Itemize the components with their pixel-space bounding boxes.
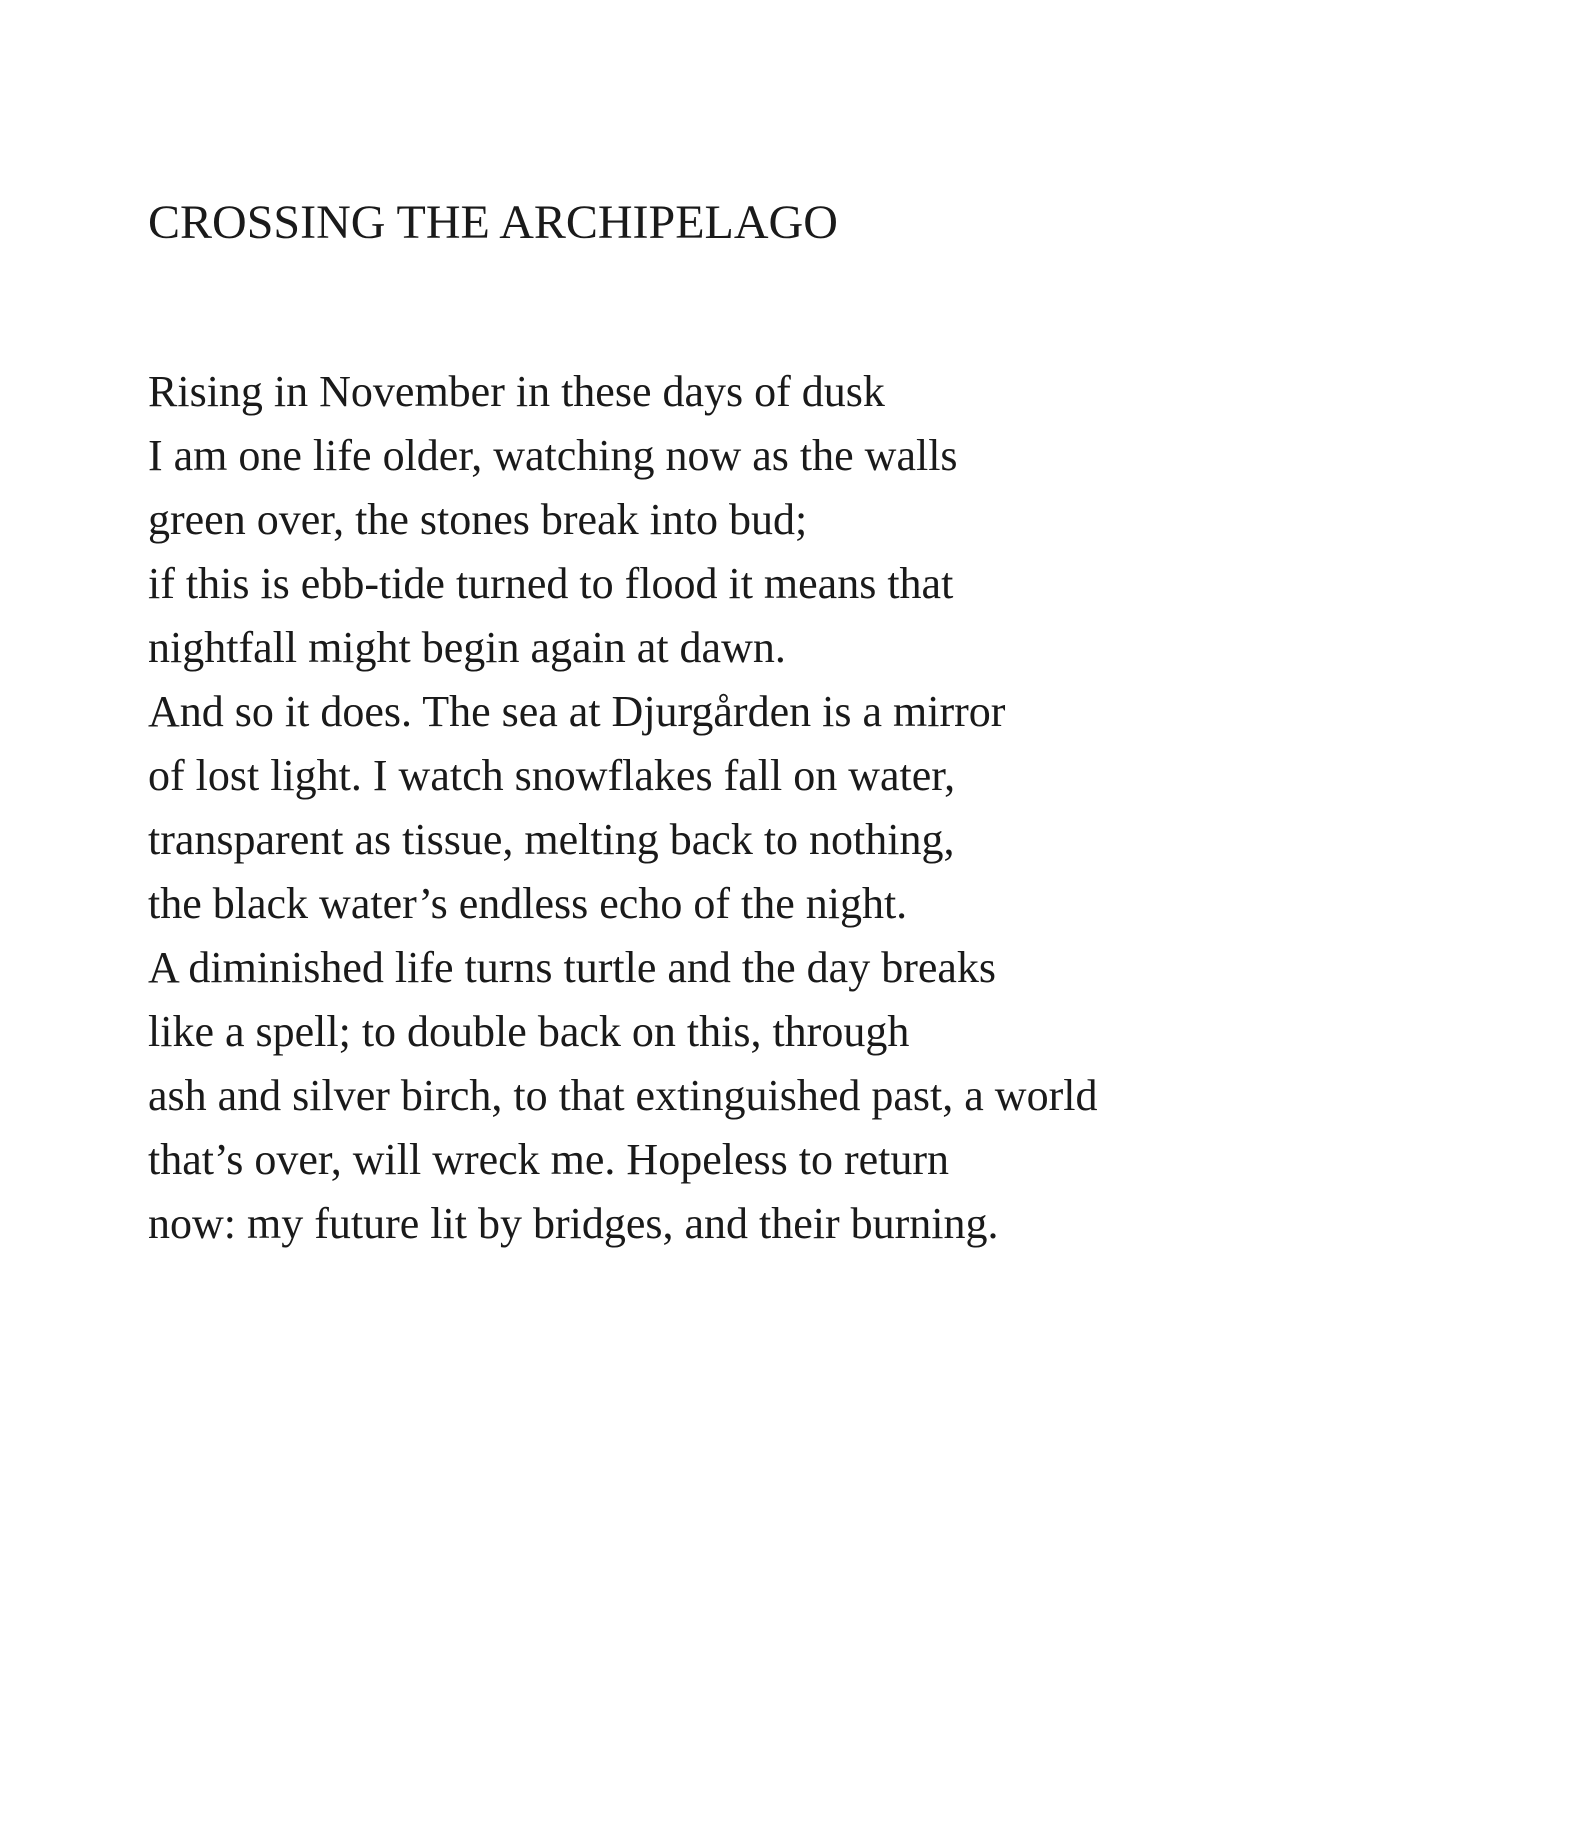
poem-line: I am one life older, watching now as the walls bbox=[148, 431, 958, 480]
poem-line: like a spell; to double back on this, through bbox=[148, 1007, 910, 1056]
poem-line: now: my future lit by bridges, and their burning. bbox=[148, 1199, 999, 1248]
poem-body bbox=[148, 360, 1097, 1256]
poem-line: the black water’s endless echo of the night. bbox=[148, 879, 908, 928]
poem-line: that’s over, will wreck me. Hopeless to return bbox=[148, 1135, 950, 1184]
poem-line: transparent as tissue, melting back to nothing, bbox=[148, 815, 955, 864]
poem-line: And so it does. The sea at Djurgården is a mirror bbox=[148, 687, 1006, 736]
poem-title: CROSSING THE ARCHIPELAGO bbox=[148, 196, 838, 249]
poem-line: nightfall might begin again at dawn. bbox=[148, 623, 786, 672]
poem-line: if this is ebb-tide turned to flood it means that bbox=[148, 559, 954, 608]
poem-line: green over, the stones break into bud; bbox=[148, 495, 808, 544]
poem-line: of lost light. I watch snowflakes fall on water, bbox=[148, 751, 956, 800]
poem-line: Rising in November in these days of dusk bbox=[148, 367, 885, 416]
poem-line: A diminished life turns turtle and the day breaks bbox=[148, 943, 997, 992]
poem-line: ash and silver birch, to that extinguished past, a world bbox=[148, 1071, 1098, 1120]
